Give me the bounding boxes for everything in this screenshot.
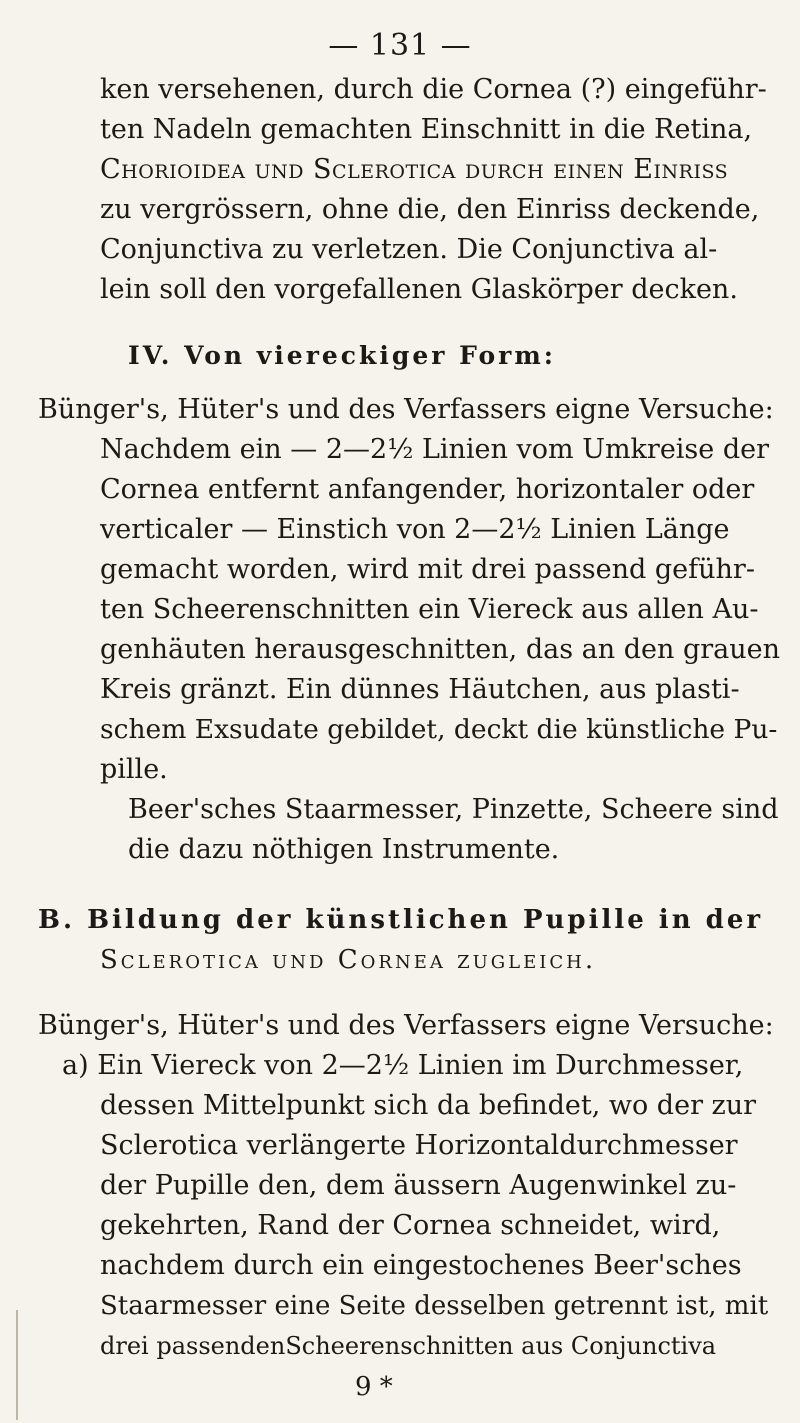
text-line: Nachdem ein — 2—2½ Linien vom Umkreise der <box>100 434 770 465</box>
page-number-header: — 131 — <box>328 28 472 63</box>
text-line: die dazu nöthigen Instrumente. <box>128 834 560 865</box>
text-line: gekehrten, Rand der Cornea schneidet, wird, <box>100 1210 721 1241</box>
text-line: Kreis gränzt. Ein dünnes Häutchen, aus plasti- <box>100 674 740 705</box>
text-line: der Pupille den, dem äussern Augenwinkel zu- <box>100 1170 737 1201</box>
text-line: schem Exsudate gebildet, deckt die künstliche Pu- <box>100 714 778 745</box>
text-line: Chorioidea und Sclerotica durch einen Einriss <box>100 154 729 185</box>
text-line: a) Ein Viereck von 2—2½ Linien im Durchmesser, <box>62 1050 744 1081</box>
text-line: ten Nadeln gemachten Einschnitt in die Retina, <box>100 114 753 145</box>
text-line: ken versehenen, durch die Cornea (?) eingeführ- <box>100 74 767 105</box>
text-line: gemacht worden, wird mit drei passend geführ- <box>100 554 755 585</box>
section-heading: Sclerotica und Cornea zugleich. <box>100 945 597 975</box>
text-line: lein soll den vorgefallenen Glaskörper decken. <box>100 274 738 305</box>
section-heading: B. Bildung der künstlichen Pupille in der <box>38 905 764 935</box>
text-line: zu vergrössern, ohne die, den Einriss deckende, <box>100 194 760 225</box>
text-line: Cornea entfernt anfangender, horizontaler oder <box>100 474 755 505</box>
text-line: drei passendenScheerenschnitten aus Conjunctiva <box>100 1332 717 1360</box>
page-edge-line <box>16 1310 18 1420</box>
text-line: ten Scheerenschnitten ein Viereck aus allen Au- <box>100 594 759 625</box>
text-line: Staarmesser eine Seite desselben getrennt ist, mit <box>100 1291 769 1321</box>
text-line: genhäuten herausgeschnitten, das an den grauen <box>100 634 780 665</box>
text-line: dessen Mittelpunkt sich da befindet, wo der zur <box>100 1090 757 1121</box>
text-line: Bünger's, Hüter's und des Verfassers eigne Versuche: <box>38 394 774 425</box>
section-heading: IV. Von viereckiger Form: <box>128 341 557 370</box>
text-line: Beer'sches Staarmesser, Pinzette, Scheere sind <box>128 794 779 825</box>
text-line: verticaler — Einstich von 2—2½ Linien Länge <box>100 514 730 545</box>
text-line: nachdem durch ein eingestochenes Beer'sches <box>100 1250 742 1281</box>
text-line: Bünger's, Hüter's und des Verfassers eigne Versuche: <box>38 1010 774 1041</box>
text-line: pille. <box>100 754 168 785</box>
text-line: Sclerotica verlängerte Horizontaldurchmesser <box>100 1130 738 1161</box>
text-line: Conjunctiva zu verletzen. Die Conjunctiva al- <box>100 234 718 265</box>
signature-mark: 9 * <box>355 1372 393 1402</box>
